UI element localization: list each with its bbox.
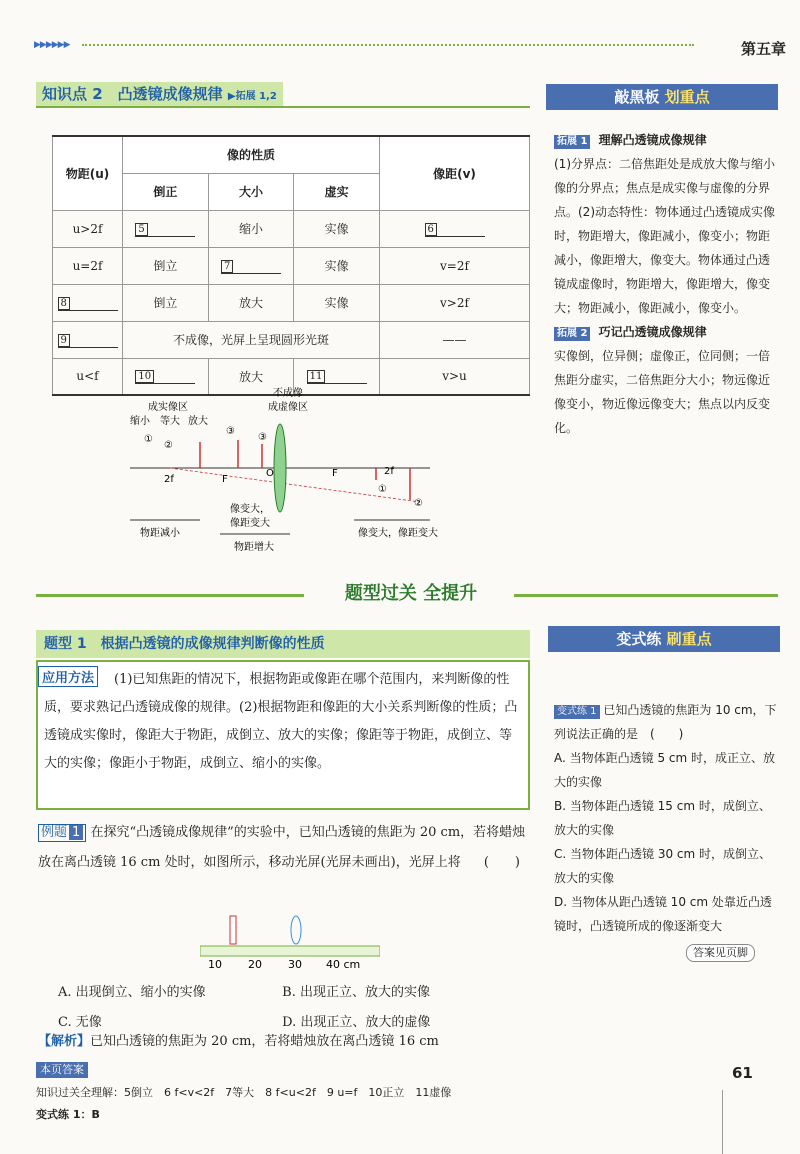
practice-option-c[interactable]: C. 当物体距凸透镜 30 cm 时，成倒立、放大的实像 bbox=[554, 847, 772, 885]
practice-stem: 已知凸透镜的焦距为 10 cm，下列说法正确的是 ( ) bbox=[554, 703, 777, 741]
table-row bbox=[53, 247, 530, 284]
top-decor-bar bbox=[34, 38, 764, 52]
circle-2: ② bbox=[164, 440, 173, 451]
label-no-image: 不成像 bbox=[273, 388, 303, 399]
method-text: (1)已知焦距的情况下，根据物距或像距在哪个范围内，来判断像的性质，要求熟记凸透镜成像的规律。(2)根据物距和像距的大小关系判断像的性质；凸透镜成实像时，像距大于物距，成倒立、放大的实像；像距等于物距，成倒立、等大的实像；像距小于物距，成倒立、缩小的实像。 bbox=[44, 672, 518, 771]
tick-2f: 2f bbox=[164, 474, 174, 485]
side-title-a: 变式练 bbox=[616, 630, 662, 648]
table-cell: v>2f bbox=[380, 284, 530, 321]
table-cell bbox=[53, 284, 123, 321]
example-question bbox=[38, 818, 534, 878]
option-c[interactable]: C. 无像 bbox=[58, 1015, 102, 1030]
table-cell: 倒立 bbox=[123, 284, 209, 321]
label-virtual-region: 成虚像区 bbox=[268, 402, 308, 413]
tip-1-body: (1)分界点：二倍焦距处是成放大像与缩小像的分界点；焦点是成实像与虚像的分界点。(2)动态特性：物体通过凸透镜成实像时，物距增大，像距减小，像变小；物距减小，像距增大，像变大。物体通过凸透镜成虚像时，物距增大，像距增大，像变大；物距减小，像距减小，像变小。 bbox=[554, 157, 775, 315]
ruler-bar bbox=[200, 946, 380, 956]
col-header-object-distance: 物距(u) bbox=[53, 136, 123, 210]
ruler-tick: 10 bbox=[208, 958, 222, 971]
table-cell: v>u bbox=[380, 358, 530, 395]
method-box bbox=[36, 660, 530, 810]
table-cell: —— bbox=[380, 321, 530, 358]
tick-f: F bbox=[222, 474, 228, 485]
table-cell: 实像 bbox=[294, 247, 380, 284]
candle bbox=[230, 916, 236, 944]
answers-line-2: 变式练 1：B bbox=[36, 1108, 100, 1121]
practice-question bbox=[554, 698, 780, 938]
option-a[interactable]: A. 出现倒立、缩小的实像 bbox=[58, 985, 206, 1000]
option-b[interactable]: B. 出现正立、放大的实像 bbox=[282, 985, 430, 1000]
circle-3: ③ bbox=[226, 426, 235, 437]
extension-ref: ▶拓展 1,2 bbox=[227, 91, 277, 102]
option-d[interactable]: D. 出现正立、放大的虚像 bbox=[282, 1015, 431, 1030]
method-label: 应用方法 bbox=[38, 666, 98, 687]
page-number-rule bbox=[722, 1090, 723, 1154]
answers-line-1: 知识过关全理解：5倒立 6 f<v<2f 7等大 8 f<u<2f 9 u=f 10正立 11虚像 bbox=[36, 1086, 452, 1099]
banner-rule-right bbox=[514, 594, 778, 597]
label-equal: 等大 bbox=[160, 416, 180, 427]
practice-option-a[interactable]: A. 当物体距凸透镜 5 cm 时，成正立、放大的实像 bbox=[554, 751, 775, 789]
table-cell-merged: 不成像，光屏上呈现圆形光斑 bbox=[123, 321, 380, 358]
table-cell: 实像 bbox=[294, 210, 380, 247]
ruler-tick: 20 bbox=[248, 958, 262, 971]
practice-option-d[interactable]: D. 当物体从距凸透镜 10 cm 处靠近凸透镜时，凸透镜所成的像逐渐变大 bbox=[554, 895, 772, 933]
tick-o: O bbox=[266, 468, 274, 479]
tip-tag: 拓展 2 bbox=[554, 327, 590, 341]
arrow-label-mid: 物距增大 bbox=[234, 542, 274, 553]
blank-number: 6 bbox=[425, 223, 437, 236]
tip-tag: 拓展 1 bbox=[554, 135, 590, 149]
table-row bbox=[53, 321, 530, 358]
page-answers bbox=[36, 1062, 716, 1132]
knowledge-point-label bbox=[36, 82, 283, 106]
arrow-decor-icon: ▶▶▶▶▶▶ bbox=[34, 40, 70, 50]
table-cell: 缩小 bbox=[208, 210, 294, 247]
ruler-tick: 30 bbox=[288, 958, 302, 971]
knowledge-point-title: 知识点 2 凸透镜成像规律 bbox=[42, 85, 223, 103]
circle-1: ① bbox=[144, 434, 153, 445]
blank-number: 10 bbox=[135, 370, 154, 383]
practice-option-b[interactable]: B. 当物体距凸透镜 15 cm 时，成倒立、放大的实像 bbox=[554, 799, 771, 837]
table-cell: 倒立 bbox=[123, 247, 209, 284]
col-header-image-properties: 像的性质 bbox=[123, 136, 380, 173]
ruler-tick: 40 cm bbox=[326, 958, 361, 971]
example-stem: 在探究“凸透镜成像规律”的实验中，已知凸透镜的焦距为 20 cm，若将蜡烛放在离凸透镜 16 cm 处时，如图所示，移动光屏(光屏未画出)，光屏上将 bbox=[38, 825, 526, 870]
table-cell bbox=[123, 210, 209, 247]
fill-blank[interactable] bbox=[135, 221, 195, 237]
section-banner: 题型过关 全提升 bbox=[344, 583, 478, 604]
table-cell: 实像 bbox=[294, 284, 380, 321]
fill-blank[interactable] bbox=[425, 221, 485, 237]
fill-blank[interactable] bbox=[135, 368, 195, 384]
blank-number: 7 bbox=[221, 260, 233, 273]
optical-bench-ruler bbox=[200, 912, 380, 972]
sub-header-orientation: 倒正 bbox=[123, 173, 209, 210]
analysis bbox=[38, 1030, 534, 1054]
fill-blank[interactable] bbox=[58, 295, 118, 311]
answer-bracket[interactable]: ( ) bbox=[483, 855, 520, 870]
table-cell: v=2f bbox=[380, 247, 530, 284]
arrow-label-left: 物距减小 bbox=[140, 528, 180, 539]
analysis-text: 已知凸透镜的焦距为 20 cm，若将蜡烛放在离凸透镜 16 cm bbox=[90, 1034, 439, 1049]
dotted-rule bbox=[82, 44, 694, 46]
analysis-tag: 【解析】 bbox=[38, 1034, 91, 1049]
mid-label-2: 像距变大 bbox=[230, 518, 270, 529]
tick-f2: F bbox=[332, 468, 338, 479]
blank-number: 8 bbox=[58, 297, 70, 310]
arrow-label-right: 像变大，像距变大 bbox=[358, 528, 438, 539]
circle-3b: ③ bbox=[258, 432, 267, 443]
lens-imaging-diagram bbox=[110, 384, 470, 564]
fill-blank[interactable] bbox=[58, 332, 118, 348]
side-title-practice bbox=[548, 626, 780, 652]
blank-number: 9 bbox=[58, 334, 70, 347]
tip-title: 理解凸透镜成像规律 bbox=[598, 133, 707, 147]
label-enlarge: 放大 bbox=[188, 416, 208, 427]
tip-title: 巧记凸透镜成像规律 bbox=[598, 325, 707, 339]
practice-tag: 变式练 1 bbox=[554, 705, 600, 719]
sub-header-size: 大小 bbox=[208, 173, 294, 210]
answers-tag: 本页答案 bbox=[36, 1062, 88, 1078]
tick-2f2: 2f bbox=[384, 466, 394, 477]
blank-number: 5 bbox=[135, 223, 147, 236]
blank-number: 11 bbox=[307, 370, 326, 383]
table-cell: 放大 bbox=[208, 284, 294, 321]
lens-outline bbox=[291, 916, 301, 944]
table-cell: 放大 bbox=[208, 358, 294, 395]
table-row bbox=[53, 284, 530, 321]
chapter-title: 第五章 bbox=[740, 40, 786, 58]
see-answer-link[interactable]: 答案见页脚 bbox=[686, 944, 755, 962]
col-header-image-distance: 像距(v) bbox=[380, 136, 530, 210]
practice-stem-row bbox=[554, 698, 780, 746]
table-row bbox=[53, 210, 530, 247]
tip-2-body: 实像倒，位异侧；虚像正，位同侧；一倍焦距分虚实，二倍焦距分大小；物远像近像变小，物近像远像变大；焦点以内反变化。 bbox=[554, 349, 771, 435]
fill-blank[interactable] bbox=[221, 258, 281, 274]
fill-blank[interactable] bbox=[307, 368, 367, 384]
knowledge-point-header bbox=[36, 82, 530, 108]
tip-2-header bbox=[554, 320, 778, 344]
side-title-b: 划重点 bbox=[664, 88, 710, 106]
side-title-b: 刷重点 bbox=[666, 630, 712, 648]
banner-rule-left bbox=[36, 594, 304, 597]
circle-1b: ① bbox=[378, 484, 387, 495]
image-properties-table bbox=[52, 135, 530, 396]
table-cell bbox=[208, 247, 294, 284]
label-shrink: 缩小 bbox=[130, 416, 150, 427]
convex-lens bbox=[274, 424, 286, 512]
label-real-region: 成实像区 bbox=[148, 402, 188, 413]
table-cell: u=2f bbox=[53, 247, 123, 284]
question-type-header: 题型 1 根据凸透镜的成像规律判断像的性质 bbox=[36, 630, 530, 658]
table-cell bbox=[380, 210, 530, 247]
table-cell: u>2f bbox=[53, 210, 123, 247]
example-tag-text: 例题 bbox=[41, 825, 68, 840]
circle-2b: ② bbox=[414, 498, 423, 509]
table-cell: u<f bbox=[53, 358, 123, 395]
page-number: 61 bbox=[732, 1064, 753, 1082]
side-title-blackboard bbox=[546, 84, 778, 110]
tip-1-header bbox=[554, 128, 778, 152]
example-number: 1 bbox=[69, 825, 83, 840]
side-notes bbox=[554, 128, 778, 440]
table-cell bbox=[53, 321, 123, 358]
sub-header-real-virtual: 虚实 bbox=[294, 173, 380, 210]
side-title-a: 敲黑板 bbox=[614, 88, 660, 106]
mid-label-1: 像变大， bbox=[230, 504, 270, 515]
example-options bbox=[58, 978, 528, 1038]
example-tag bbox=[38, 824, 86, 842]
